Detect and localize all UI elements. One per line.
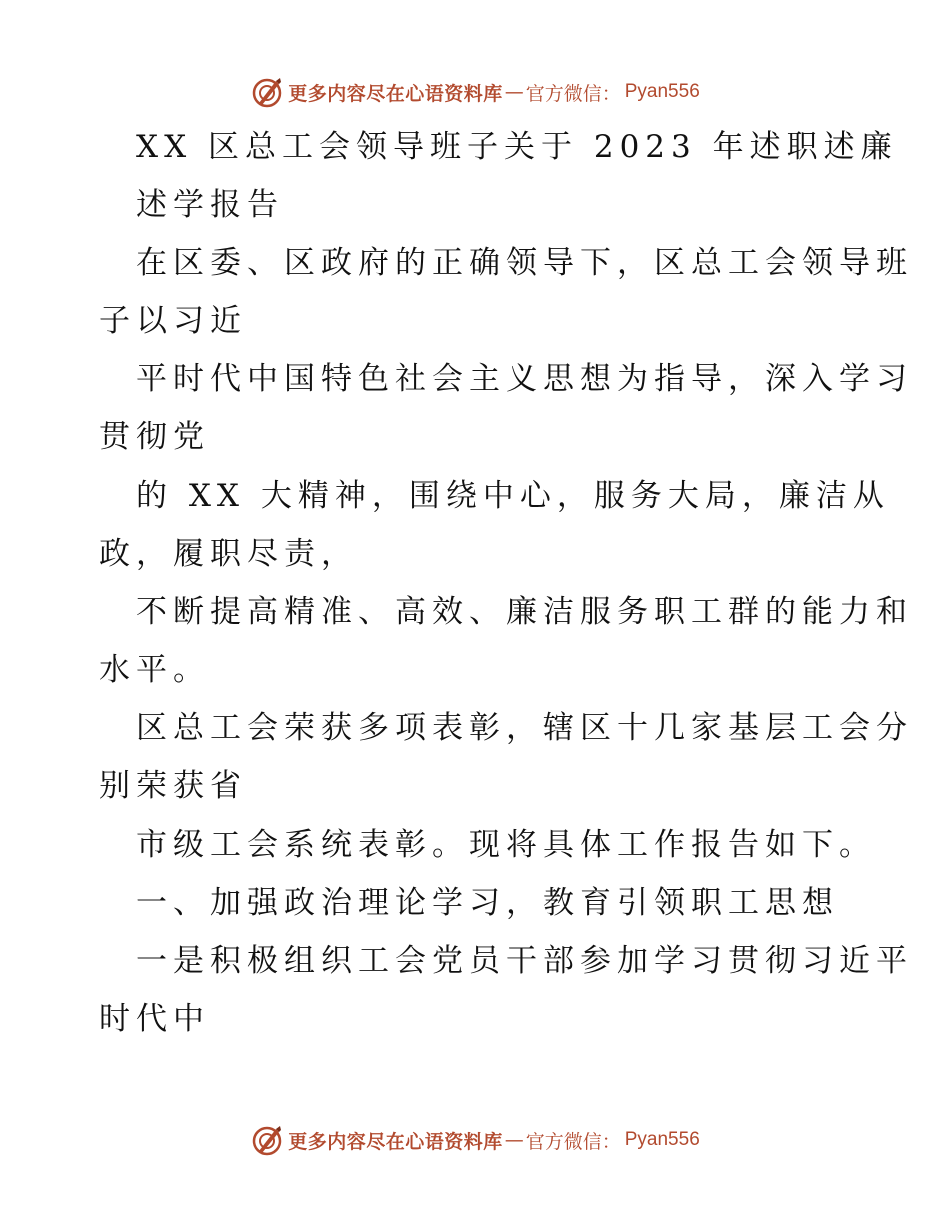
pen-logo-icon <box>250 75 284 109</box>
paragraph-line: 子以习近 <box>99 303 247 339</box>
paragraph-line: 水平。 <box>99 652 210 688</box>
pen-logo-icon <box>250 1123 284 1157</box>
paragraph-line: 贯彻党 <box>99 419 210 455</box>
header-watermark <box>0 70 950 114</box>
watermark-separator: — <box>504 81 524 103</box>
document-title-line-1: XX 区总工会领导班子关于 2023 年述职述廉 <box>136 129 898 165</box>
watermark-wechat-id: Pyan556 <box>624 81 700 102</box>
watermark-wechat-id: Pyan556 <box>624 1129 700 1150</box>
watermark-official-label: 官方微信： <box>525 1130 621 1153</box>
document-title-line-2: 述学报告 <box>136 187 284 223</box>
watermark-official-label: 官方微信： <box>525 82 621 105</box>
watermark-separator: — <box>504 1129 524 1151</box>
watermark-site-name: 更多内容尽在心语资料库 <box>288 1130 503 1153</box>
paragraph-line: 市级工会系统表彰。现将具体工作报告如下。 <box>136 827 876 863</box>
paragraph-line: 的 XX 大精神，围绕中心，服务大局，廉洁从 <box>136 478 890 514</box>
paragraph-line: 平时代中国特色社会主义思想为指导，深入学习 <box>136 361 913 397</box>
paragraph-line: 一是积极组织工会党员干部参加学习贯彻习近平 <box>136 943 913 979</box>
footer-watermark <box>0 1118 950 1162</box>
paragraph-line: 区总工会荣获多项表彰，辖区十几家基层工会分 <box>136 710 913 746</box>
section-heading: 一、加强政治理论学习，教育引领职工思想 <box>136 885 839 921</box>
paragraph-line: 别荣获省 <box>99 768 247 804</box>
paragraph-line: 时代中 <box>99 1001 210 1037</box>
paragraph-line: 在区委、区政府的正确领导下，区总工会领导班 <box>136 245 913 281</box>
paragraph-line: 不断提高精准、高效、廉洁服务职工群的能力和 <box>136 594 913 630</box>
watermark-site-name: 更多内容尽在心语资料库 <box>288 82 503 105</box>
paragraph-line: 政，履职尽责， <box>99 536 358 572</box>
